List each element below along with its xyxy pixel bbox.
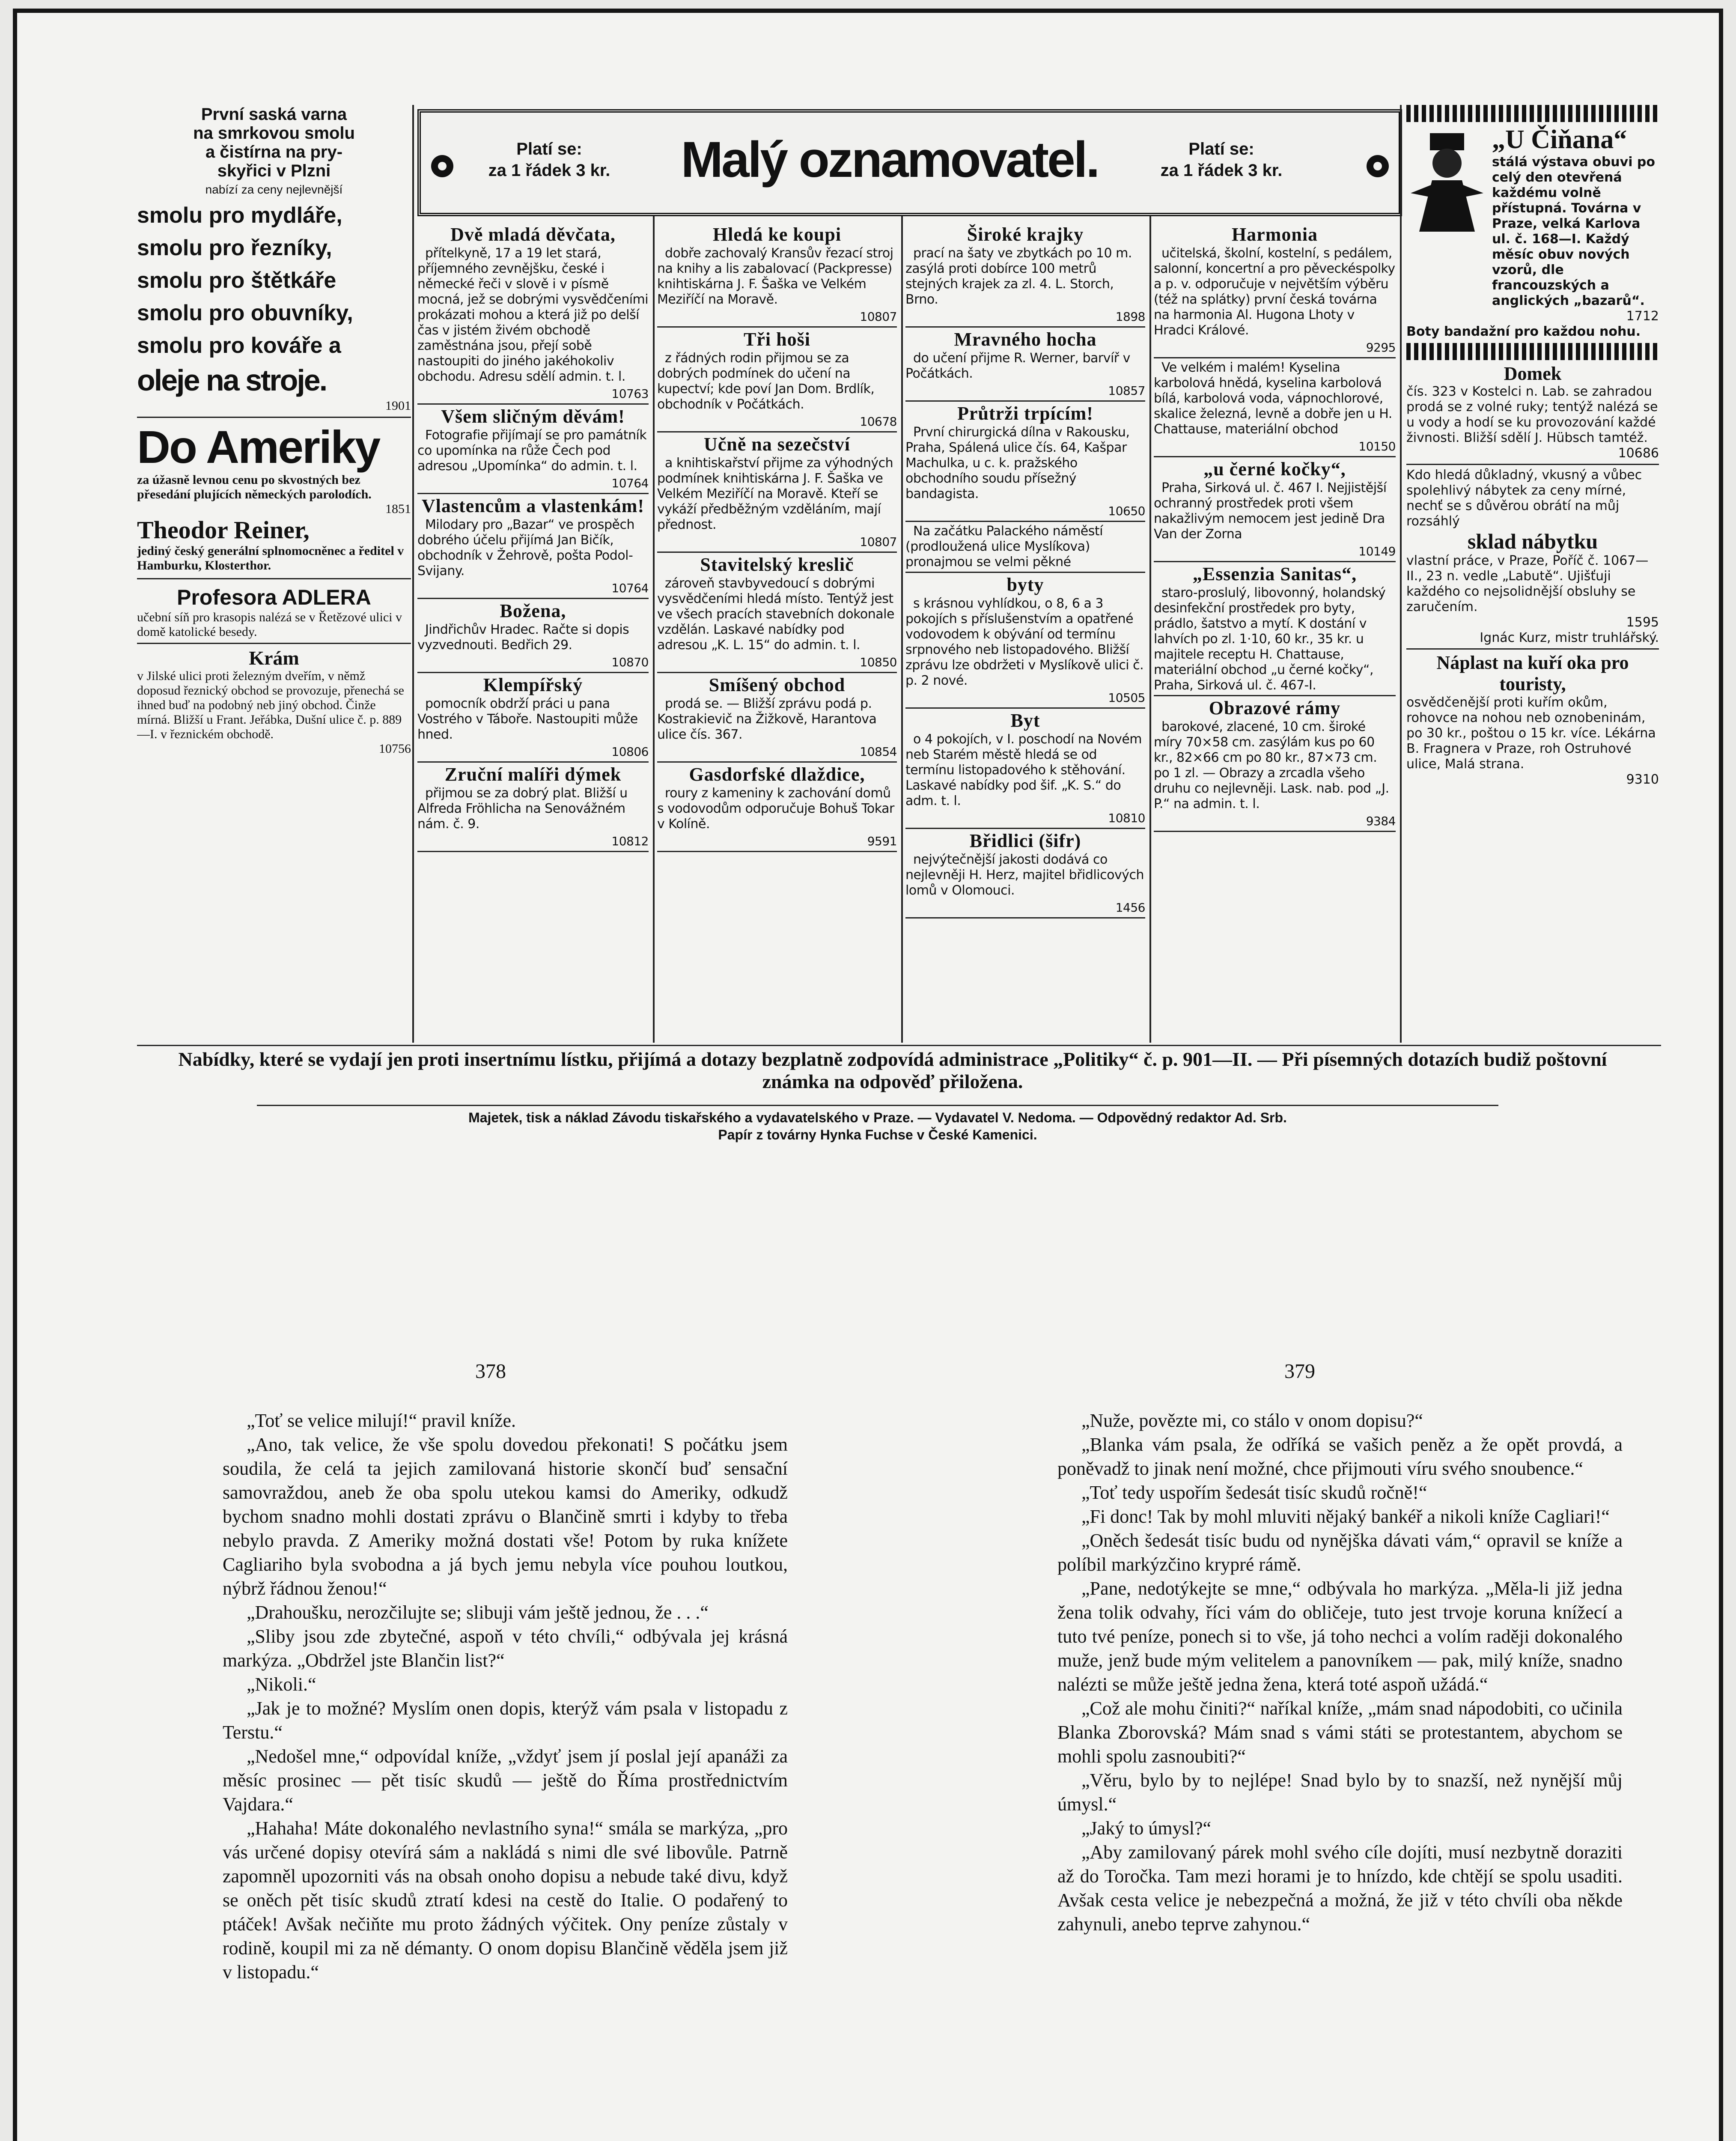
divider [1154,357,1396,358]
ad-number: 10812 [611,834,649,848]
ad-number: 1898 [1115,310,1145,324]
ad-line: skyřici v Plzni [217,161,331,180]
ad-number: 9591 [867,834,897,848]
ad-saska-varna [137,105,411,199]
cinana-ad [1406,125,1659,309]
ad-text: nejvýtečnější jakosti dodává co nejlevněji H. Herz, majitel břidlicových lomů v Olomouci. [905,852,1144,898]
ad-headline: Všem sličným děvám! [441,406,625,427]
book-paragraph: „Pane, nedotýkejte se mne,“ odbývala ho markýza. „Měla-li již jedna žena tolik odvahy, říci vám do obličeje, tuto jest trvoje koruna knížecí a tuto tvé peníze, ponech si to vše, já toho nechci a volím raději dokonalého muže, jenž bude mým velitelem a panovníkem — pak, milý kníže, snadno nalézti se může ještě jedna žena, která toté aspoň užádá.“ [1057,1578,1623,1695]
ad-number: 10756 [379,742,411,756]
ad-number: 10505 [1108,691,1145,705]
ad-line: a čistírna na pry- [205,143,343,161]
ad-number: 9310 [1626,772,1659,787]
ad-number: 10763 [611,387,649,401]
cinana-headline: „U Čiňana“ [1492,125,1627,154]
ad-text: přijmou se za dobrý plat. Bližší u Alfreda Fröhlicha na Senovážném nám. č. 9. [417,786,628,832]
ad-headline: Stavitelský kreslič [700,554,854,575]
classified-ad [1154,698,1396,832]
book-paragraph: „Fi donc! Tak by mohl mluviti nějaký bankéř a nikoli kníže Cagliari!“ [1081,1506,1610,1527]
divider [905,828,1145,829]
kram-headline: Krám [249,647,299,669]
smolu-line: smolu pro obuvníky, [137,301,353,325]
classified-ad [657,434,897,553]
book-paragraph: „Hahaha! Máte dokonalého nevlastního syna!“ smála se markýza, „pro vás určené dopisy otevírá sám a nakládá s nimi dle své libovůle. Patrně zapomněl upozorniti vás na obsah onoho dopisu a nebude také divu, když se oněch pět tisíc skudů ztratí kdesi na cestě do Italie. O podařený to ptáček! Avšak nečiňte mu proto žádných výčitek. Ony peníze zůstaly v rodině, koupil mi za ně démanty. O onom dopisu Blančině věděla jsem již v listopadu.“ [223,1818,788,1983]
ad-text: Praha, Sirková ul. č. 467 I. Nejjistější ochranný prostředek proti všem nakažlivým nemocem jest jedině Dra Van der Zorna [1154,480,1387,542]
divider [657,552,897,553]
divider [137,578,411,579]
divider [905,326,1145,328]
ad-headline: Široké krajky [967,224,1084,245]
classified-ad [905,524,1145,573]
reiner-text: jediný český generální splnomocněnec a ředitel v Hamburku, Klosterthor. [137,544,404,573]
classified-ad [657,224,897,328]
domek-text: čís. 323 v Kostelci n. Lab. se zahradou prodá se z volné ruky; tentýž nalézá se u vody a hodí se ku provozování každé živnosti. Bližší sdělí J. Hübsch tamtéž. [1406,384,1658,445]
ad-headline: Klempířský [483,674,583,695]
oleje-headline: oleje na stroje. [137,364,327,397]
price-note-right: Platí se: za 1 řádek 3 kr. [1160,140,1283,180]
divider [1406,464,1659,465]
ornament-icon [1365,143,1391,190]
classified-ad [905,329,1145,402]
ad-line: První saská varna [201,105,347,124]
ad-text: a knihtiskařství přijme za výhodných podmínek knihtiskárna J. F. Šaška ve Velkém Meziříčí na Moravě. Kteří se vykáží předběžným vzděláním, mají přednost. [657,456,893,532]
divider [905,572,1145,573]
classified-ad [657,764,897,852]
ad-text: přítelkyně, 17 a 19 let stará, příjemného zevnějšku, české i německé řeči v slově i v písmě mocná, jež se dobrými vysvědčeními prokázati mohou a která již po delší čas v jistém živém obchodě zaměstnána jsou, přejí sobě nastoupiti do jiného jakéhokoliv obchodu. Adresu sdělí admin. t. l. [417,246,649,384]
divider [657,761,897,763]
ad-headline: Byt [1010,710,1040,731]
ad-number: 10870 [611,655,649,669]
ad-number: 10650 [1108,504,1145,518]
page-number-left: 378 [475,1360,506,1383]
ad-column-4 [1154,223,1396,1041]
ad-number: 10806 [611,745,649,759]
classified-ad [657,329,897,432]
classifieds-header [417,109,1402,216]
chinese-figure-icon [1406,125,1488,236]
ad-headline: byty [1006,574,1044,595]
column-rule [653,216,655,1043]
divider [657,672,897,673]
ad-text: do učení přijme R. Werner, barvíř v Počátkách. [905,351,1130,381]
smolu-line: smolu pro mydláře, [137,203,342,228]
ad-headline: Vlastencům a vlastenkám! [421,495,645,516]
ad-headline: Hledá ke koupi [712,224,842,245]
book-paragraph: „Drahoušku, nerozčilujte se; slibuji vám ještě jednou, že . . .“ [247,1602,709,1623]
footer-rule [137,1045,1661,1046]
section-title: Malý oznamovatel. [681,131,1099,188]
ad-headline: „u černé kočky“, [1203,459,1346,480]
ad-headline: „Essenzia Sanitas“, [1192,564,1357,584]
divider [657,431,897,432]
classified-ad [1154,564,1396,696]
ad-headline: Božena, [500,600,566,621]
sklad-headline: sklad nábytku [1467,529,1598,553]
ad-text: Milodary pro „Bazar“ ve prospěch dobrého účelu přijímá Jan Bičík, obchodník v Žehrově, pošta Podol-Svijany. [417,517,635,578]
kdo-text: Kdo hledá důkladný, vkusný a vůbec spolehlivý nábytek za ceny mírné, nechť se s důvěrou obrátí na můj rozsáhlý [1406,468,1642,529]
ad-number: 10764 [611,476,649,490]
divider [1154,831,1396,832]
divider [137,643,411,644]
ad-column-1 [417,223,649,1041]
classified-ad [1154,224,1396,358]
book-paragraph: „Věru, bylo by to nejlépe! Snad bylo by to snazší, než nynější můj úmysl.“ [1057,1770,1623,1815]
naplast-headline: Náplast na kuří oka pro touristy, [1436,652,1629,695]
ad-text: s krásnou vyhlídkou, o 8, 6 a 3 pokojích s příslušenstvím a opatřené vodovodem k obývání od termínu srpnového neb listopadového. Bližší zprávu lze obdržeti v Myslíkově ulici č. p. 2 nové. [905,596,1144,688]
ad-text: Jindřichův Hradec. Račte si dopis vyzvednouti. Bedřich 29. [417,622,629,653]
ad-number: 1595 [1626,615,1659,630]
ad-headline: Tři hoši [744,329,810,350]
divider [1154,695,1396,696]
adlera-headline: Profesora ADLERA [177,585,371,609]
classified-ad [905,403,1145,522]
ad-headline: Břidlici (šifr) [969,830,1081,851]
ad-number: 10150 [1358,439,1396,453]
cinana-text: stálá výstava obuvi po celý den otevřená každému volně přístupná. Továrna v Praze, velká Karlova ul. č. 168—I. Každý měsíc obuv nových vzorů, dle francouzských a anglických „bazarů“. [1492,155,1656,308]
divider [1406,648,1659,650]
amerika-headline: Do Ameriky [137,421,380,473]
classified-ad [905,710,1145,829]
divider [1154,561,1396,562]
book-page-left [223,1409,788,2141]
book-paragraph: „Toť tedy uspořím šedesát tisíc skudů ročně!“ [1081,1482,1427,1503]
ad-text: pomocník obdrží práci u pana Vostrého v Táboře. Nastoupiti může hned. [417,696,638,742]
right-ad-column [1406,105,1659,1047]
classified-ad [417,601,649,673]
divider [417,493,649,494]
ad-number: 10764 [611,581,649,595]
ad-text: z řádných rodin přijmou se za dobrých podmínek do učení na kupectví; kde poví Jan Dom. Brdlík, obchodník v Počátkách. [657,351,875,412]
book-paragraph: „Nuže, povězte mi, co stálo v onom dopisu?“ [1081,1410,1423,1431]
column-rule [1149,216,1151,1043]
column-rule [1400,105,1402,1043]
classified-ad [657,555,897,673]
divider [657,851,897,852]
decorative-border [1406,105,1659,122]
book-paragraph: „Aby zamilovaný párek mohl svého cíle dojíti, musí nezbytně doraziti až do Toročka. Tam mezi horami je to hnízdo, kde chtějí se spolu usaditi. Avšak cesta velice je nebezpečná a možná, že již v této chvíli oba někde zahynuli, anebo teprve zahynou.“ [1057,1842,1623,1935]
book-paragraph: „Sliby jsou zde zbytečné, aspoň v této chvíli,“ odbývala jej krásná markýza. „Obdržel jste Blančin list?“ [223,1626,788,1671]
ad-text: prací na šaty ve zbytkách po 10 m. zasýlá proti dobírce 100 metrů stejných krajek za zl. 4. L. Storch, Brno. [905,246,1132,307]
adlera-text: učební síň pro krasopis nalézá se v Řetězové ulici v domě katolické besedy. [137,610,402,639]
book-page-right [1057,1409,1623,2141]
book-paragraph: „Což ale mohu činiti?“ naříkal kníže, „mám snad nápodobiti, co učinila Blanka Zborovská? Mám snad s vámi státi se protestantem, abychom se mohli spolu zasnoubiti?“ [1057,1698,1623,1767]
divider [417,403,649,405]
divider [905,707,1145,709]
ad-number: 10850 [860,655,897,669]
classified-ad [417,224,649,405]
ad-headline: Obrazové rámy [1209,698,1341,719]
classified-ad [417,496,649,599]
sklad-text: vlastní práce, v Praze, Poříč č. 1067—II., 23 n. vedle „Labutě“. Ujišťuji každého co nejsolidnější obsluhy se zaručením. [1406,553,1649,614]
ad-number: 10810 [1108,811,1145,825]
kurz-text: Ignác Kurz, mistr truhlářský. [1480,630,1659,645]
ad-number: 9384 [1366,814,1396,828]
ad-headline: Harmonia [1231,224,1318,245]
administration-notice: Nabídky, které se vydají jen proti insertnímu lístku, přijímá a dotazy bezplatně zodpovídá administrace „Politiky“ č. p. 901—II. — Při písemných dotazích budiž poštovní známka na odpověď přiložena. [178,1048,1607,1092]
ad-text: Fotografie přijímají se pro památník co upomínka na růže Čech pod adresou „Upomínka“ do admin. t. l. [417,428,647,474]
divider [905,400,1145,402]
ad-headline: Učně na sezečství [703,434,850,455]
ad-number: 10807 [860,535,897,549]
classified-ad [1154,360,1396,457]
kram-text: v Jilské ulici proti železným dveřím, v němž doposud řeznický obchod se provozuje, přenechá se ihned buď na podobný neb jiný obchod. Činže mírná. Bližší u Frant. Jeřábka, Dušní ulice č. p. 889—I. v řeznickém obchodě. [137,669,404,741]
divider [905,917,1145,918]
book-paragraph: „Jak je to možné? Myslím onen dopis, kterýž vám psala v listopadu z Terstu.“ [223,1698,788,1743]
divider [657,326,897,328]
boty-text: Boty bandažní pro každou nohu. [1406,324,1641,339]
ad-number: 10686 [1618,446,1659,461]
naplast-text: osvědčenější proti kuřím okům, rohovce na nohou neb oznobeninám, po 30 kr., poštou o 15 kr. více. Lékárna B. Fragnera v Praze, roh Ostruhové ulice, Malá strana. [1406,695,1656,772]
ad-text: o 4 pokojích, v I. poschodí na Novém neb Starém městě hledá se od termínu listopadového k stěhování. Laskavé nabídky pod šif. „K. S.“ do adm. t. l. [905,732,1142,808]
ad-text: zároveň stavbyvedoucí s dobrými vysvědčeními hledá místo. Tentýž jest ve všech pracích stavebních dokonale vzdělán. Laskavé nabídky pod adresou „K. L. 15“ do admin. t. l. [657,576,894,653]
ad-text: učitelská, školní, kostelní, s pedálem, salonní, koncertní a pro pěveckéspolky a p. v. odporučuje v největším výběru (též na splátky) první česká továrna na harmonia Al. Hugona Lhoty v Hradci Králové. [1154,246,1395,338]
book-paragraph: „Toť se velice milují!“ pravil kníže. [247,1410,516,1431]
book-paragraph: „Nedošel mne,“ odpovídal kníže, „vždyť jsem jí poslal její apanáži za měsíc prosinec — pět tisíc skudů — ještě do Říma prostřednictvím Vajdara.“ [223,1746,788,1815]
footer-rule [257,1105,1498,1106]
left-ad-column [137,105,411,1047]
ad-text: dobře zachovalý Kransův řezací stroj na knihy a lis zabalovací (Packpresse) knihtiskárna J. F. Šaška ve Velkém Meziříčí na Moravě. [657,246,893,307]
ad-text: barokové, zlacené, 10 cm. široké míry 70×58 cm. zasýlám kus po 60 kr., 82×66 cm po 80 kr., 87×73 cm. po 1 zl. — Obrazy a zrcadla všeho druhu co nejlevněji. Lask. nab. pod „J. P.“ na admin. t. l. [1154,719,1389,811]
ad-number: 1851 [385,502,411,516]
ad-number: 9295 [1366,340,1396,355]
ad-headline: Průtrži trpícím! [957,403,1093,424]
smolu-line: smolu pro řezníky, [137,236,332,260]
divider [1154,456,1396,457]
ad-number: 10857 [1108,384,1145,398]
ad-headline: Dvě mladá děvčata, [450,224,616,245]
column-rule [412,105,414,1043]
ad-line: na smrkovou smolu [193,124,355,143]
smolu-line: smolu pro štětkáře [137,268,336,293]
book-paragraph: „Ano, tak velice, že vše spolu dovedou překonati! S počátku jsem soudila, že celá ta jejich zamilovaná historie skončí buď sensační samovraždou, aneb že oba spolu utekou kamsi do Ameriky, odkudž bychom snadno mohli dostati zprávu o Blančině smrti i kdyby to třeba nebylo pravda. Z Ameriky možná dostati vše! Potom by ruka knížete Cagliariho byla svobodna a já bych jemu nebyla více pouhou loutkou, nýbrž řádnou ženou!“ [223,1434,788,1599]
classified-ad [657,675,897,763]
smolu-line: smolu pro kováře a [137,333,341,358]
ad-text: Na začátku Palackého náměstí (prodloužená ulice Myslíkova) pronajmou se velmi pěkné [905,524,1103,570]
amerika-text: za úžasně levnou cenu po skvostných bez přesedání plujících německých parolodích. [137,473,372,501]
ad-text: Ve velkém i malém! Kyselina karbolová hnědá, kyselina karbolová bílá, karbolová voda, vápnochlorové, skalice železná, levně a dobře jen u H. Chattause, materiální obchod [1154,360,1392,437]
domek-headline: Domek [1504,363,1562,384]
ad-number: 10149 [1358,544,1396,558]
classified-ad [417,675,649,763]
price-note-left: Platí se: za 1 řádek 3 kr. [488,140,610,180]
ornament-icon [429,143,455,190]
smolu-list [137,199,411,362]
imprint-line: Majetek, tisk a náklad Závodu tiskařského a vydavatelského v Praze. — Vydavatel V. Nedoma. — Odpovědný redaktor Ad. Srb. [468,1110,1287,1125]
book-paragraph: „Jaký to úmysl?“ [1081,1818,1212,1839]
ad-text: prodá se. — Bližší zprávu podá p. Kostrakievič na Žižkově, Harantova ulice čís. 367. [657,696,877,742]
ad-headline: Zruční malíři dýmek [444,764,622,785]
ad-column-2 [657,223,897,1041]
ad-number: 10807 [860,310,897,324]
ad-column-3 [905,223,1145,1041]
ad-number: 1901 [385,399,411,413]
ad-line: nabízí za ceny nejlevnější [205,183,343,196]
column-rule [901,216,903,1043]
ad-text: roury z kameniny k zachování domů s vodovodům odporučuje Bohuš Tokar v Kolíně. [657,786,894,832]
divider [137,417,411,418]
classified-ad [905,575,1145,709]
classified-ad [417,764,649,852]
divider [417,761,649,763]
divider [417,598,649,599]
classified-ad [905,224,1145,328]
ad-text: První chirurgická dílna v Rakousku, Praha, Spálená ulice čís. 64, Kašpar Machulka, u c. k. pražského obchodního soudu přísežný bandagista. [905,425,1130,501]
classified-ad [1154,459,1396,562]
classified-ad [417,406,649,494]
ad-number: 1456 [1115,901,1145,915]
ad-headline: Smíšený obchod [709,674,846,695]
ad-number: 10854 [860,745,897,759]
ad-headline: Mravného hocha [954,329,1097,350]
page-number-right: 379 [1284,1360,1315,1383]
divider [417,672,649,673]
divider [905,521,1145,522]
ad-number: 10678 [860,414,897,429]
imprint [257,1109,1498,1143]
ad-text: staro-proslulý, libovonný, holandský desinfekční prostředek pro byty, prádlo, šatstvo a mytí. K dostání v lahvích po zl. 1·10, 60 kr., 35 kr. u majitele receptu H. Chattause, materiální obchod „u černé kočky“, Praha, Sirková ul. č. 467-I. [1154,585,1386,693]
divider [417,851,649,852]
book-paragraph: „Oněch šedesát tisíc budu od nynějška dávati vám,“ opravil se kníže a políbil markýzčino krypré rámě. [1057,1530,1623,1575]
book-paragraph: „Nikoli.“ [247,1674,316,1695]
classified-ad [905,831,1145,918]
ad-headline: Gasdorfské dlaždice, [689,764,865,785]
paper-line: Papír z továrny Hynka Fuchse v České Kamenici. [718,1127,1037,1142]
ad-number: 1712 [1626,309,1659,324]
decorative-border [1406,343,1659,360]
reiner-headline: Theodor Reiner, [137,516,310,544]
book-paragraph: „Blanka vám psala, že odříká se vašich peněz a že opět provdá, a poněvadž to jinak není možné, chce přijmouti víru svého snoubence.“ [1057,1434,1623,1479]
